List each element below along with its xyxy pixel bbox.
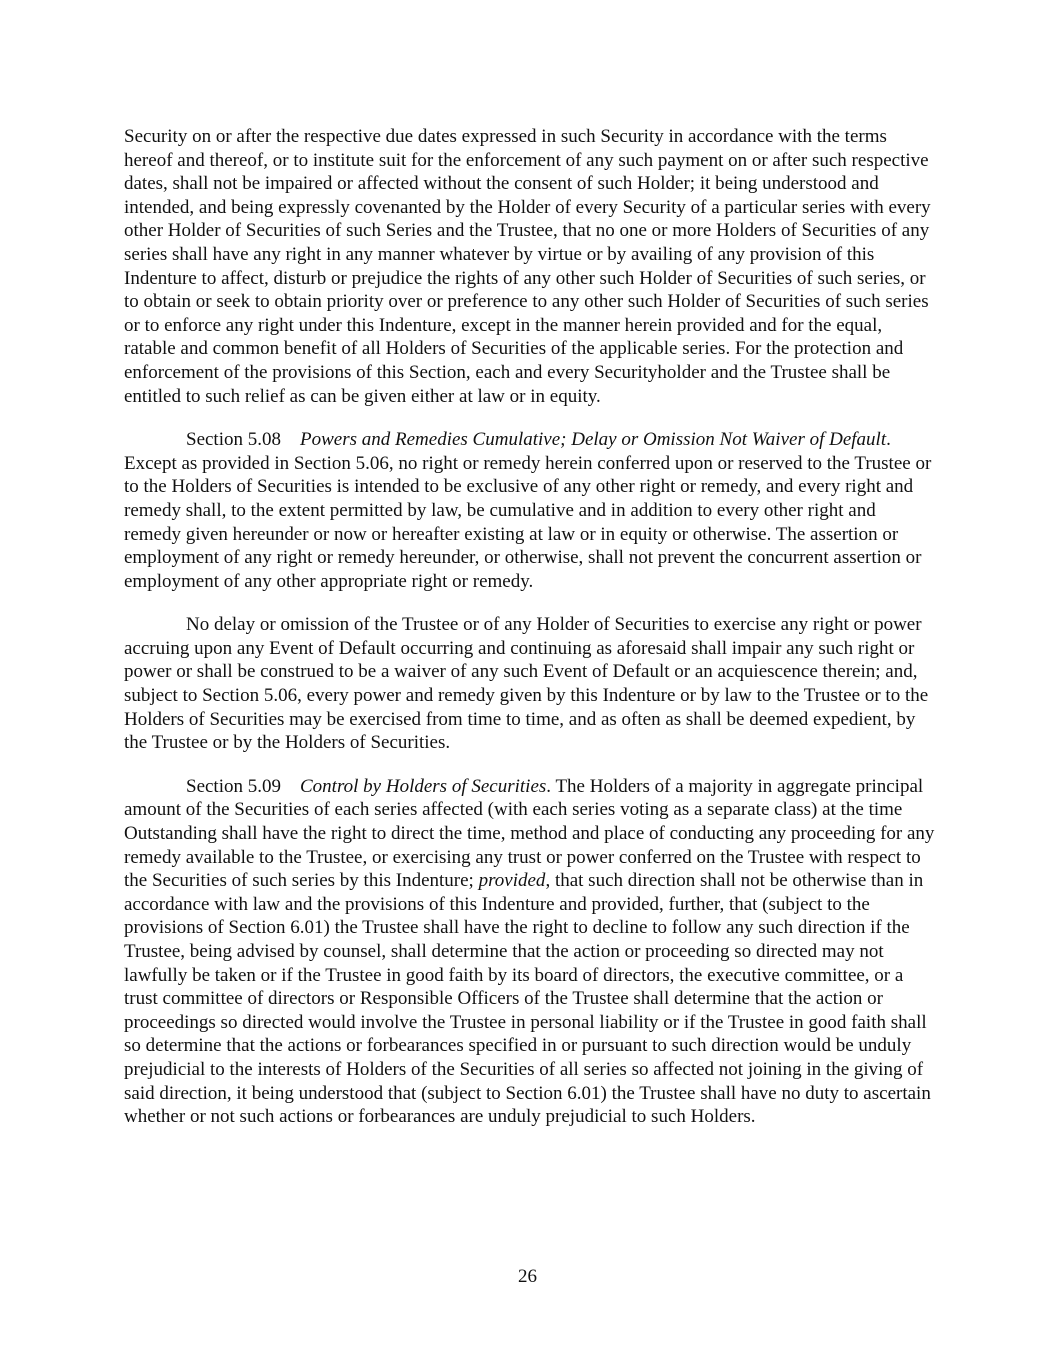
page-number: 26 — [518, 1266, 537, 1287]
section-5-09-paragraph — [124, 775, 936, 1129]
paragraph-continuation — [124, 125, 936, 408]
section-number: Section 5.08 — [186, 429, 281, 451]
delay-omission-paragraph — [124, 613, 936, 755]
provided-italic: provided — [478, 870, 546, 892]
section-title: Control by Holders of Securities — [300, 775, 547, 797]
section-number: Section 5.09 — [186, 775, 281, 797]
section-body-part-2: , that such direction shall not be otherwise than in accordance with law and the provisions of this Indenture and provided, further, that (subject to the provisions of Section 6.01) the Trustee shall have the right to decline to follow any such direction if the Trustee, being advised by counsel, shall determine that the action or proceeding so directed may not lawfully be taken or if the Trustee in good faith by its board of directors, the executive committee, or a trust committee of directors or Responsible Officers of the Trustee shall determine that the action or proceedings so directed would involve the Trustee in personal liability or if the Trustee in good faith shall so determine that the actions or forbearances specified in or pursuant to such direction would be unduly prejudicial to the interests of Holders of the Securities of all series so affected not joining in the giving of said direction, it being understood that (subject to Section 6.01) the Trustee shall have no duty to ascertain whether or not such actions or forbearances are unduly prejudicial to such Holders. — [124, 870, 931, 1128]
section-body-part-1: . The Holders of a majority in aggregate principal amount of the Securities of each series affected (with each series voting as a separate class) at the time Outstanding shall have the right to direct the time, method and place of conducting any proceeding for any remedy available to the Trustee, or exercising any trust or power conferred on the Trustee with respect to the Securities of such series by this Indenture; — [124, 775, 935, 892]
section-5-08-paragraph — [124, 428, 936, 593]
document-page — [124, 125, 936, 1149]
section-body: . Except as provided in Section 5.06, no right or remedy herein conferred upon or reserved to the Trustee or to the Holders of Securities is intended to be exclusive of any other right or remedy, and every right and remedy shall, to the extent permitted by law, be cumulative and in addition to every other right and remedy given hereunder or now or hereafter existing at law or in equity or otherwise. The assertion or employment of any right or remedy hereunder, or otherwise, shall not prevent the concurrent assertion or employment of any other appropriate right or remedy. — [124, 429, 932, 592]
paragraph-text: No delay or omission of the Trustee or of any Holder of Securities to exercise any right or power accruing upon any Event of Default occurring and continuing as aforesaid shall impair any such right or power or shall be construed to be a waiver of any such Event of Default or an acquiescence therein; and, subject to Section 5.06, every power and remedy given by this Indenture or by law to the Trustee or to the Holders of Securities may be exercised from time to time, and as often as shall be deemed expedient, by the Trustee or by the Holders of Securities. — [124, 614, 929, 754]
paragraph-text: Security on or after the respective due dates expressed in such Security in accordance with the terms hereof and thereof, or to institute suit for the enforcement of any such payment on or after such respective dates, shall not be impaired or affected without the consent of such Holder; it being understood and intended, and being expressly covenanted by the Holder of every Security of a particular series with every other Holder of Securities of such Series and the Trustee, that no one or more Holders of Securities of any series shall have any right in any manner whatever by virtue or by availing of any provision of this Indenture to affect, disturb or prejudice the rights of any other such Holder of Securities of such series, or to obtain or seek to obtain priority over or preference to any other such Holder of Securities of such series or to enforce any right under this Indenture, except in the manner herein provided and for the equal, ratable and common benefit of all Holders of Securities of the applicable series. For the protection and enforcement of the provisions of this Section, each and every Securityholder and the Trustee shall be entitled to such relief as can be given either at law or in equity. — [124, 126, 931, 407]
section-title: Powers and Remedies Cumulative; Delay or Omission Not Waiver of Default — [300, 429, 887, 451]
